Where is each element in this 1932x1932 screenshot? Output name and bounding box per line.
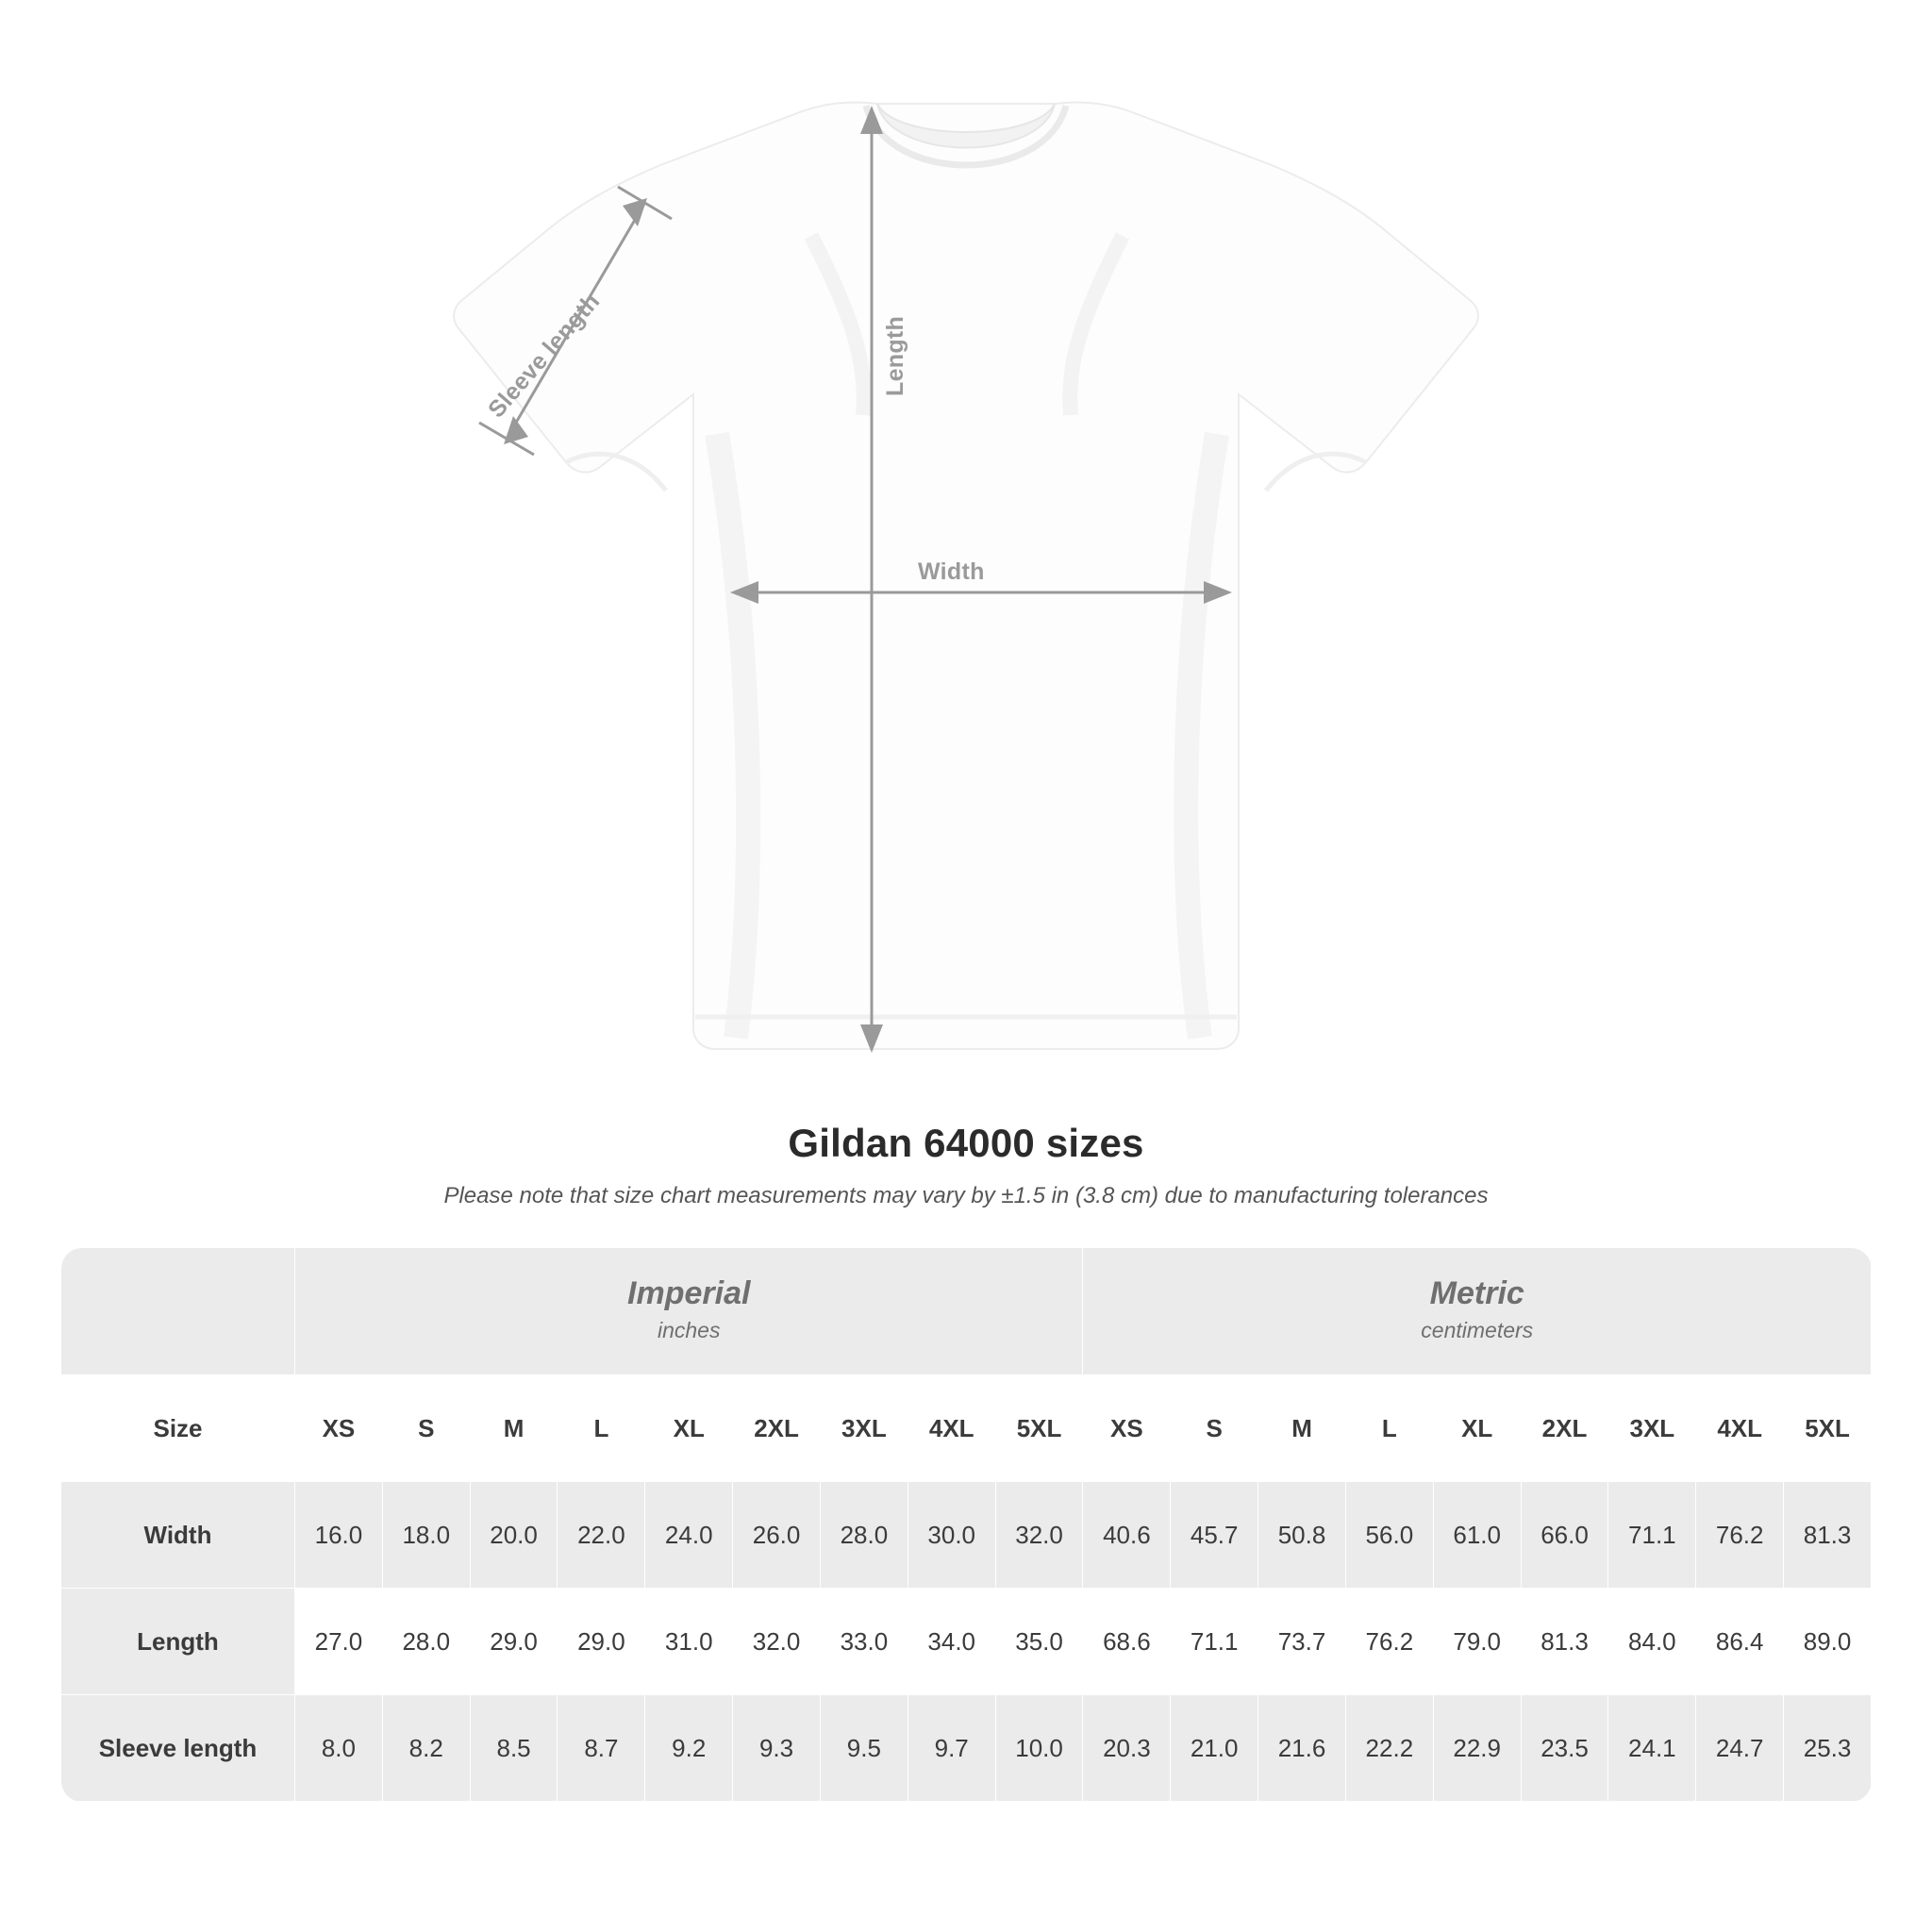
cell-length-imperial-m: 29.0 [470, 1589, 558, 1695]
col-header-imperial-3xl: 3XL [820, 1375, 908, 1482]
col-header-imperial-4xl: 4XL [908, 1375, 995, 1482]
unit-group-imperial [295, 1248, 1083, 1375]
cell-length-imperial-s: 28.0 [382, 1589, 470, 1695]
table-header-row [61, 1375, 1872, 1482]
unit-group-metric-unit: centimeters [1421, 1318, 1534, 1342]
cell-length-imperial-xl: 31.0 [645, 1589, 733, 1695]
cell-length-metric-s: 71.1 [1171, 1589, 1258, 1695]
cell-width-imperial-3xl: 28.0 [820, 1482, 908, 1589]
cell-width-imperial-2xl: 26.0 [733, 1482, 821, 1589]
cell-sleeve-metric-m: 21.6 [1258, 1695, 1346, 1802]
cell-sleeve-imperial-xs: 8.0 [295, 1695, 383, 1802]
col-header-imperial-xs: XS [295, 1375, 383, 1482]
cell-length-metric-5xl: 89.0 [1784, 1589, 1872, 1695]
cell-sleeve-imperial-xl: 9.2 [645, 1695, 733, 1802]
cell-length-metric-4xl: 86.4 [1696, 1589, 1784, 1695]
cell-width-imperial-m: 20.0 [470, 1482, 558, 1589]
title-block [0, 1121, 1932, 1209]
cell-sleeve-metric-l: 22.2 [1345, 1695, 1433, 1802]
cell-sleeve-imperial-2xl: 9.3 [733, 1695, 821, 1802]
cell-sleeve-metric-s: 21.0 [1171, 1695, 1258, 1802]
cell-length-imperial-l: 29.0 [558, 1589, 645, 1695]
cell-sleeve-metric-5xl: 25.3 [1784, 1695, 1872, 1802]
cell-sleeve-metric-xl: 22.9 [1433, 1695, 1521, 1802]
cell-length-metric-xl: 79.0 [1433, 1589, 1521, 1695]
row-label-length: Length [61, 1589, 295, 1695]
col-header-metric-4xl: 4XL [1696, 1375, 1784, 1482]
cell-sleeve-imperial-3xl: 9.5 [820, 1695, 908, 1802]
cell-length-imperial-5xl: 35.0 [995, 1589, 1083, 1695]
col-header-metric-xs: XS [1083, 1375, 1171, 1482]
cell-sleeve-metric-xs: 20.3 [1083, 1695, 1171, 1802]
col-header-imperial-m: M [470, 1375, 558, 1482]
cell-sleeve-metric-4xl: 24.7 [1696, 1695, 1784, 1802]
cell-width-metric-m: 50.8 [1258, 1482, 1346, 1589]
col-header-imperial-5xl: 5XL [995, 1375, 1083, 1482]
cell-width-metric-2xl: 66.0 [1521, 1482, 1608, 1589]
width-dimension-label: Width [918, 558, 985, 585]
col-header-imperial-xl: XL [645, 1375, 733, 1482]
cell-sleeve-imperial-m: 8.5 [470, 1695, 558, 1802]
cell-width-imperial-5xl: 32.0 [995, 1482, 1083, 1589]
page-title: Gildan 64000 sizes [788, 1121, 1144, 1165]
cell-length-metric-3xl: 84.0 [1608, 1589, 1696, 1695]
col-header-metric-xl: XL [1433, 1375, 1521, 1482]
cell-length-metric-2xl: 81.3 [1521, 1589, 1608, 1695]
size-table-wrapper [60, 1247, 1872, 1802]
col-header-metric-s: S [1171, 1375, 1258, 1482]
cell-length-imperial-2xl: 32.0 [733, 1589, 821, 1695]
cell-width-metric-4xl: 76.2 [1696, 1482, 1784, 1589]
cell-length-metric-xs: 68.6 [1083, 1589, 1171, 1695]
size-table [60, 1247, 1872, 1802]
cell-length-imperial-3xl: 33.0 [820, 1589, 908, 1695]
unit-group-metric-name: Metric [1429, 1275, 1524, 1312]
col-header-metric-2xl: 2XL [1521, 1375, 1608, 1482]
cell-sleeve-imperial-s: 8.2 [382, 1695, 470, 1802]
unit-group-imperial-unit: inches [657, 1318, 721, 1342]
cell-width-metric-s: 45.7 [1171, 1482, 1258, 1589]
tolerance-note: Please note that size chart measurements may vary by ±1.5 in (3.8 cm) due to manufacturing tolerances [443, 1183, 1489, 1208]
cell-width-imperial-4xl: 30.0 [908, 1482, 995, 1589]
unit-header-row [61, 1248, 1872, 1375]
row-label-width: Width [61, 1482, 295, 1589]
col-header-imperial-s: S [382, 1375, 470, 1482]
cell-width-metric-l: 56.0 [1345, 1482, 1433, 1589]
cell-length-imperial-xs: 27.0 [295, 1589, 383, 1695]
col-header-imperial-l: L [558, 1375, 645, 1482]
col-header-imperial-2xl: 2XL [733, 1375, 821, 1482]
cell-width-imperial-xs: 16.0 [295, 1482, 383, 1589]
cell-width-imperial-xl: 24.0 [645, 1482, 733, 1589]
unit-group-metric [1083, 1248, 1872, 1375]
cell-length-imperial-4xl: 34.0 [908, 1589, 995, 1695]
col-header-metric-l: L [1345, 1375, 1433, 1482]
cell-length-metric-l: 76.2 [1345, 1589, 1433, 1695]
table-row-length [61, 1589, 1872, 1695]
cell-width-imperial-l: 22.0 [558, 1482, 645, 1589]
row-label-sleeve-length: Sleeve length [61, 1695, 295, 1802]
unit-header-spacer [61, 1248, 295, 1375]
cell-sleeve-metric-2xl: 23.5 [1521, 1695, 1608, 1802]
unit-group-imperial-name: Imperial [627, 1275, 751, 1312]
cell-sleeve-imperial-l: 8.7 [558, 1695, 645, 1802]
table-row-sleeve-length [61, 1695, 1872, 1802]
length-dimension-label: Length [882, 315, 908, 396]
cell-sleeve-imperial-5xl: 10.0 [995, 1695, 1083, 1802]
cell-width-metric-5xl: 81.3 [1784, 1482, 1872, 1589]
cell-width-imperial-s: 18.0 [382, 1482, 470, 1589]
sleeve-length-dimension-label: Sleeve length [483, 288, 606, 424]
cell-width-metric-xs: 40.6 [1083, 1482, 1171, 1589]
cell-sleeve-imperial-4xl: 9.7 [908, 1695, 995, 1802]
col-header-metric-3xl: 3XL [1608, 1375, 1696, 1482]
table-row-width [61, 1482, 1872, 1589]
col-header-metric-5xl: 5XL [1784, 1375, 1872, 1482]
cell-length-metric-m: 73.7 [1258, 1589, 1346, 1695]
cell-width-metric-3xl: 71.1 [1608, 1482, 1696, 1589]
row-header-size: Size [61, 1375, 295, 1482]
col-header-metric-m: M [1258, 1375, 1346, 1482]
cell-sleeve-metric-3xl: 24.1 [1608, 1695, 1696, 1802]
cell-width-metric-xl: 61.0 [1433, 1482, 1521, 1589]
